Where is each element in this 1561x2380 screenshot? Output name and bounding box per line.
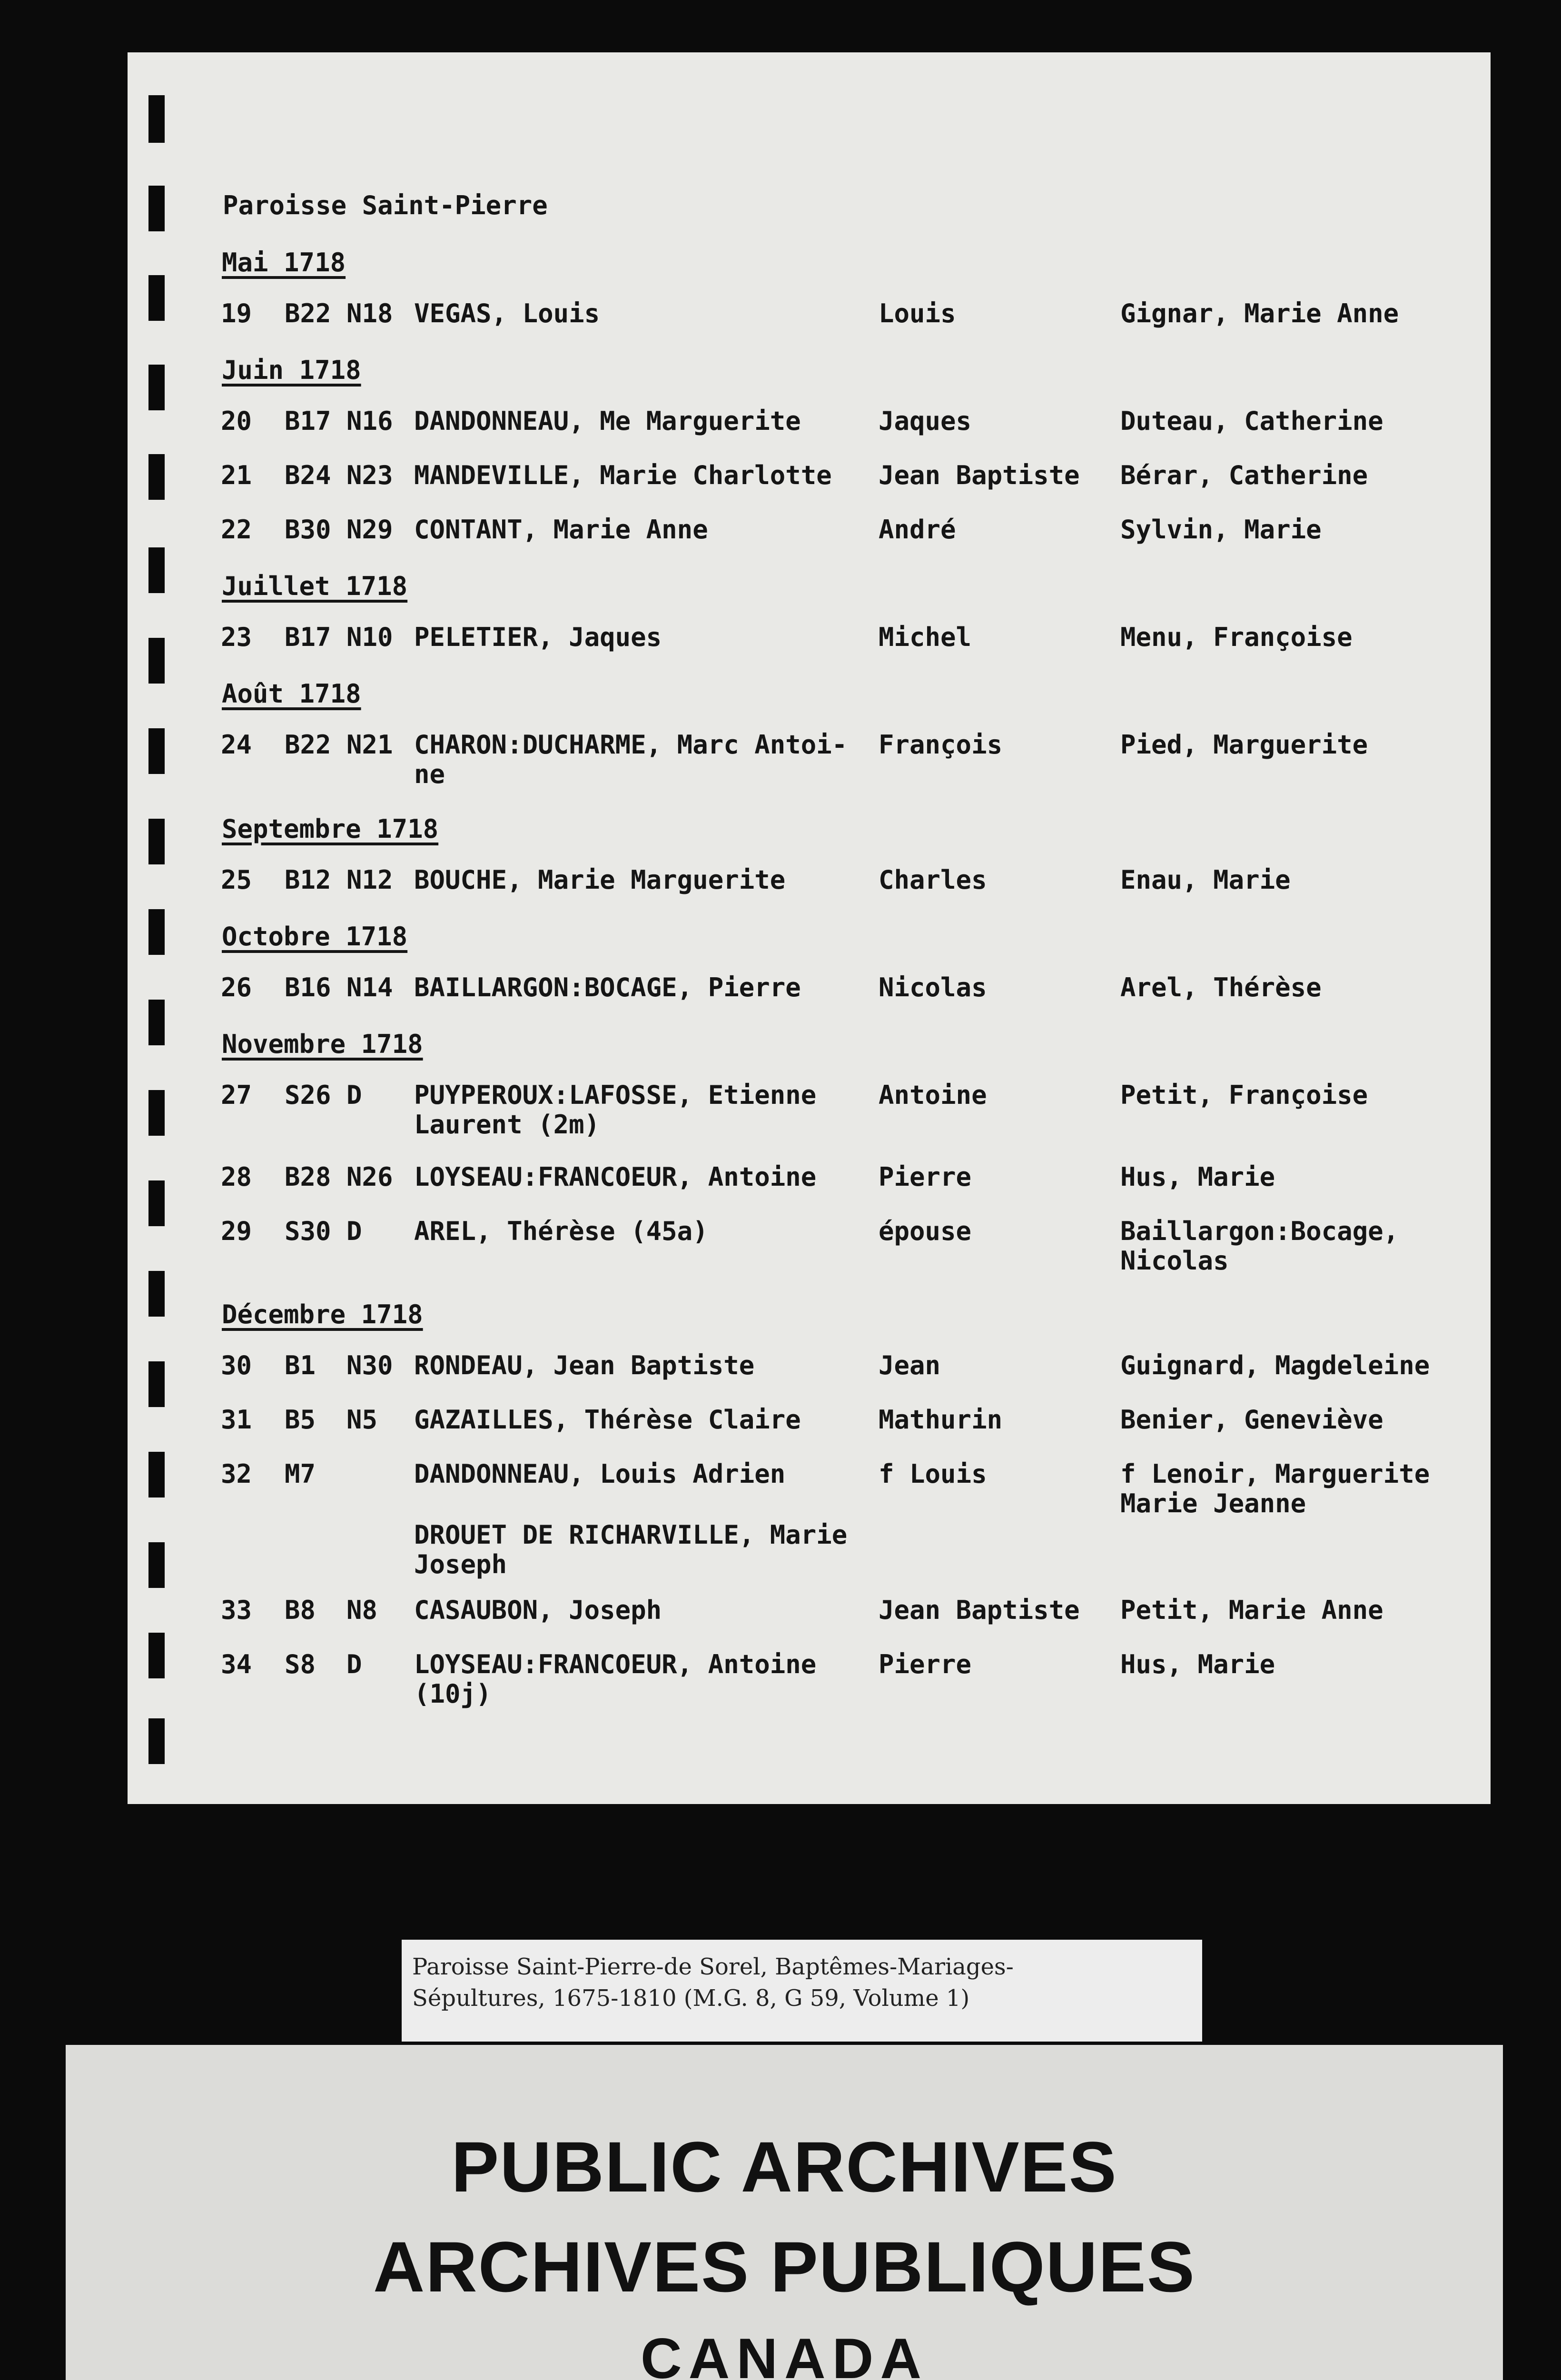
mother-name: Arel, Thérèse: [1120, 972, 1322, 1002]
entry-number: 31: [221, 1405, 252, 1435]
mother-name: Hus, Marie: [1120, 1162, 1275, 1192]
act-code: B28: [285, 1162, 331, 1192]
entry-number: 25: [221, 865, 252, 895]
act-code-2: N5: [346, 1405, 378, 1435]
entry-number: 29: [221, 1216, 252, 1246]
label-line: Paroisse Saint-Pierre-de Sorel, Baptêmes-Mariages-: [412, 1954, 1014, 1980]
father-name: Jaques: [879, 406, 972, 436]
month-heading: Septembre 1718: [222, 814, 439, 844]
father-name: Jean Baptiste: [879, 1595, 1080, 1625]
act-code-2: N18: [346, 298, 393, 328]
father-name: épouse: [879, 1216, 972, 1246]
subject-name: CASAUBON, Joseph: [414, 1595, 662, 1625]
entry-number: 32: [221, 1459, 252, 1489]
act-code: B30: [285, 515, 331, 545]
father-name: André: [879, 515, 956, 545]
month-heading: Novembre 1718: [222, 1029, 423, 1059]
entry-number: 28: [221, 1162, 252, 1192]
subject-name: VEGAS, Louis: [414, 298, 600, 328]
entry-number: 24: [221, 730, 252, 760]
father-name: Louis: [879, 298, 956, 328]
father-name: Jean Baptiste: [879, 460, 1080, 490]
subject-name: BOUCHE, Marie Marguerite: [414, 865, 786, 895]
mother-name: Petit, Françoise: [1120, 1080, 1368, 1110]
mother-name: Petit, Marie Anne: [1120, 1595, 1383, 1625]
subject-name: PELETIER, Jaques: [414, 622, 662, 652]
act-code-2: N29: [346, 515, 393, 545]
entry-number: 33: [221, 1595, 252, 1625]
subject-name: CHARON:DUCHARME, Marc Antoi-ne: [414, 730, 848, 789]
subject-name: GAZAILLES, Thérèse Claire: [414, 1405, 801, 1435]
father-name: Jean: [879, 1350, 941, 1380]
father-name: François: [879, 730, 1003, 760]
act-code: B22: [285, 730, 331, 760]
act-code-2: D: [346, 1080, 362, 1110]
act-code-2: N12: [346, 865, 393, 895]
subject-name: BAILLARGON:BOCAGE, Pierre: [414, 972, 801, 1002]
microfilm-label: [402, 1940, 1202, 2042]
act-code-2: N10: [346, 622, 393, 652]
month-heading: Octobre 1718: [222, 922, 408, 952]
subject-name: CONTANT, Marie Anne: [414, 515, 708, 545]
act-code-2: N23: [346, 460, 393, 490]
month-heading: Juin 1718: [222, 355, 361, 385]
month-heading: Août 1718: [222, 679, 361, 709]
banner-line-country: CANADA: [641, 2327, 928, 2380]
mother-name: Gignar, Marie Anne: [1120, 298, 1399, 328]
act-code: B17: [285, 622, 331, 652]
father-name: Nicolas: [879, 972, 987, 1002]
entry-number: 19: [221, 298, 252, 328]
subject-name: LOYSEAU:FRANCOEUR, Antoine (10j): [414, 1649, 817, 1709]
act-code-2: N21: [346, 730, 393, 760]
act-code: S30: [285, 1216, 331, 1246]
act-code: B16: [285, 972, 331, 1002]
document-page: [128, 52, 1491, 1804]
entry-number: 20: [221, 406, 252, 436]
subject-name: MANDEVILLE, Marie Charlotte: [414, 460, 832, 490]
act-code-2: N8: [346, 1595, 378, 1625]
father-name: Mathurin: [879, 1405, 1003, 1435]
act-code: B17: [285, 406, 331, 436]
act-code: B5: [285, 1405, 316, 1435]
mother-name: Baillargon:Bocage, Nicolas: [1120, 1216, 1399, 1276]
entry-number: 27: [221, 1080, 252, 1110]
mother-name: Bérar, Catherine: [1120, 460, 1368, 490]
subject-name: DANDONNEAU, Louis Adrien: [414, 1459, 786, 1489]
act-code-2: N30: [346, 1350, 393, 1380]
father-name: Pierre: [879, 1649, 972, 1679]
subject-name: RONDEAU, Jean Baptiste: [414, 1350, 755, 1380]
mother-name: Menu, Françoise: [1120, 622, 1353, 652]
mother-name: Benier, Geneviève: [1120, 1405, 1383, 1435]
month-heading: Juillet 1718: [222, 571, 408, 601]
father-name: Michel: [879, 622, 972, 652]
entry-number: 30: [221, 1350, 252, 1380]
parish-heading: Paroisse Saint-Pierre: [223, 190, 548, 220]
subject-name: DANDONNEAU, Me Marguerite: [414, 406, 801, 436]
month-heading: Décembre 1718: [222, 1299, 423, 1329]
act-code: B12: [285, 865, 331, 895]
act-code: B1: [285, 1350, 316, 1380]
mother-name: Hus, Marie: [1120, 1649, 1275, 1679]
act-code: B8: [285, 1595, 316, 1625]
act-code-2: D: [346, 1649, 362, 1679]
mother-name: Enau, Marie: [1120, 865, 1291, 895]
act-code-2: N26: [346, 1162, 393, 1192]
mother-name: Duteau, Catherine: [1120, 406, 1383, 436]
act-code: B24: [285, 460, 331, 490]
month-heading: Mai 1718: [222, 248, 346, 278]
entry-number: 26: [221, 972, 252, 1002]
subject-name: LOYSEAU:FRANCOEUR, Antoine: [414, 1162, 817, 1192]
entry-number: 34: [221, 1649, 252, 1679]
father-name: Pierre: [879, 1162, 972, 1192]
act-code: B22: [285, 298, 331, 328]
father-name: Charles: [879, 865, 987, 895]
subject-name: AREL, Thérèse (45a): [414, 1216, 708, 1246]
label-line: Sépultures, 1675-1810 (M.G. 8, G 59, Volume 1): [412, 1985, 970, 2012]
act-code: M7: [285, 1459, 316, 1489]
subject-name: PUYPEROUX:LAFOSSE, Etienne Laurent (2m): [414, 1080, 817, 1140]
entry-number: 23: [221, 622, 252, 652]
archives-banner: [66, 2045, 1503, 2380]
mother-name: Sylvin, Marie: [1120, 515, 1322, 545]
banner-line-english: PUBLIC ARCHIVES: [451, 2127, 1117, 2207]
act-code-2: N14: [346, 972, 393, 1002]
act-code: S8: [285, 1649, 316, 1679]
mother-name: Pied, Marguerite: [1120, 730, 1368, 760]
act-code-2: D: [346, 1216, 362, 1246]
mother-name: Guignard, Magdeleine: [1120, 1350, 1430, 1380]
spouse-name: DROUET DE RICHARVILLE, Marie Joseph: [414, 1520, 848, 1579]
mother-name: f Lenoir, Marguerite Marie Jeanne: [1120, 1459, 1430, 1518]
father-name: Antoine: [879, 1080, 987, 1110]
act-code-2: N16: [346, 406, 393, 436]
father-name: f Louis: [879, 1459, 987, 1489]
act-code: S26: [285, 1080, 331, 1110]
banner-line-french: ARCHIVES PUBLIQUES: [373, 2227, 1195, 2307]
entry-number: 21: [221, 460, 252, 490]
entry-number: 22: [221, 515, 252, 545]
